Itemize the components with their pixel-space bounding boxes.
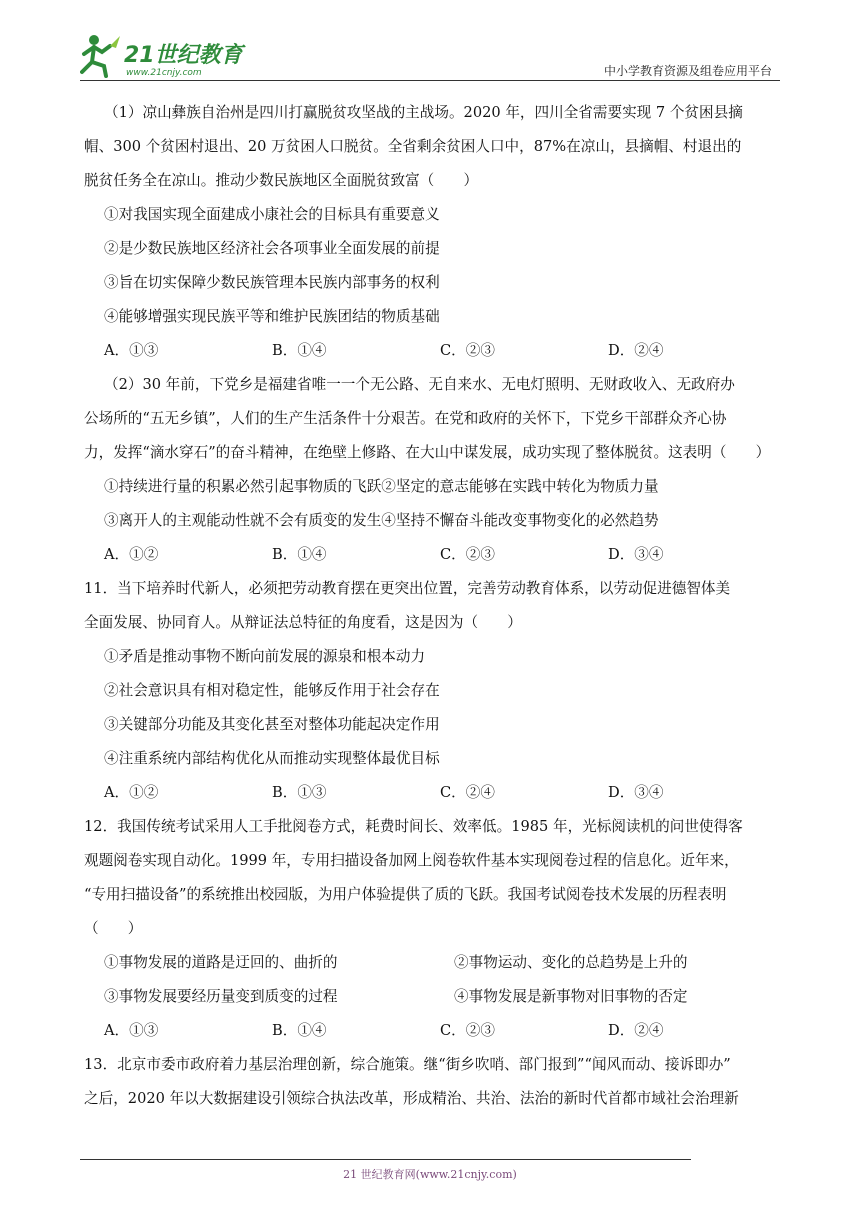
choice-a: A．①③ <box>104 342 159 359</box>
question-stem-line: 力，发挥“滴水穿石”的奋斗精神，在绝壁上修路、在大山中谋发展，成功实现了整体脱贫。这表明（ ） <box>84 444 771 461</box>
21cnjy-logo <box>80 32 260 78</box>
choice-d: D．②④ <box>608 1022 664 1039</box>
choice-c: C．②③ <box>440 1022 495 1039</box>
question-stem-line: 13．北京市委市政府着力基层治理创新，综合施策。继“街乡吹哨、部门报到”“闻风而动、接诉即办” <box>84 1056 731 1073</box>
svg-text:21世纪教育: 21世纪教育 <box>124 43 243 68</box>
answer-choices <box>84 538 778 572</box>
platform-name: 中小学教育资源及组卷应用平台 <box>603 64 772 78</box>
answer-choices <box>84 776 778 810</box>
statement-option: ③事物发展要经历量变到质变的过程 <box>104 988 338 1005</box>
question-stem-line: 12．我国传统考试采用人工手批阅卷方式，耗费时间长、效率低。1985 年，光标阅读机的问世使得客 <box>84 818 743 835</box>
question-13 <box>84 1048 778 1116</box>
statement-option-row <box>84 946 778 980</box>
document-body <box>84 96 778 1116</box>
question-stem-line: （2）30 年前，下党乡是福建省唯一一个无公路、无自来水、无电灯照明、无财政收入、无政府办 <box>104 376 735 393</box>
statement-option: ②社会意识具有相对稳定性，能够反作用于社会存在 <box>104 682 440 699</box>
footer-source: 21 世纪教育网(www.21cnjy.com) <box>343 1168 517 1181</box>
question-stem-line: 观题阅卷实现自动化。1999 年，专用扫描设备加网上阅卷软件基本实现阅卷过程的信息化。近年来， <box>84 852 739 869</box>
question-stem-line: 脱贫任务全在凉山。推动少数民族地区全面脱贫致富（ ） <box>84 172 479 189</box>
choice-c: C．②③ <box>440 342 495 359</box>
question-stem-line: 帽、300 个贫困村退出、20 万贫困人口脱贫。全省剩余贫困人口中，87%在凉山，县摘帽、村退出的 <box>84 138 742 155</box>
choice-b: B．①④ <box>272 342 327 359</box>
statement-option: ①对我国实现全面建成小康社会的目标具有重要意义 <box>104 206 440 223</box>
statement-option: ①事物发展的道路是迂回的、曲折的 <box>104 954 338 971</box>
choice-c: C．②③ <box>440 546 495 563</box>
statement-option: ②是少数民族地区经济社会各项事业全面发展的前提 <box>104 240 440 257</box>
answer-choices <box>84 1014 778 1048</box>
statement-option: ③离开人的主观能动性就不会有质变的发生④坚持不懈奋斗能改变事物变化的必然趋势 <box>104 512 659 529</box>
choice-c: C．②④ <box>440 784 495 801</box>
question-stem-line: 全面发展、协同育人。从辩证法总特征的角度看，这是因为（ ） <box>84 614 522 631</box>
statement-option: ④注重系统内部结构优化从而推动实现整体最优目标 <box>104 750 440 767</box>
choice-a: A．①② <box>104 546 159 563</box>
answer-choices <box>84 334 778 368</box>
choice-b: B．①③ <box>272 784 327 801</box>
choice-a: A．①② <box>104 784 159 801</box>
statement-option: ①矛盾是推动事物不断向前发展的源泉和根本动力 <box>104 648 426 665</box>
question-11 <box>84 572 778 810</box>
question-10-2 <box>84 368 778 572</box>
header-divider <box>80 80 780 81</box>
statement-option-row <box>84 980 778 1014</box>
question-stem-line: 11．当下培养时代新人，必须把劳动教育摆在更突出位置，完善劳动教育体系，以劳动促进德智体美 <box>84 580 731 597</box>
statement-option: ④事物发展是新事物对旧事物的否定 <box>454 988 688 1005</box>
footer-divider <box>80 1159 691 1160</box>
page-header <box>80 28 780 80</box>
statement-option: ①持续进行量的积累必然引起事物质的飞跃②坚定的意志能够在实践中转化为物质力量 <box>104 478 659 495</box>
statement-option: ③旨在切实保障少数民族管理本民族内部事务的权利 <box>104 274 440 291</box>
question-10-1 <box>84 96 778 368</box>
choice-d: D．③④ <box>608 546 664 563</box>
statement-option: ③关键部分功能及其变化甚至对整体功能起决定作用 <box>104 716 440 733</box>
statement-option: ②事物运动、变化的总趋势是上升的 <box>454 954 688 971</box>
choice-d: D．③④ <box>608 784 664 801</box>
question-stem-line: “专用扫描设备”的系统推出校园版，为用户体验提供了质的飞跃。我国考试阅卷技术发展的历程表明 <box>84 886 727 903</box>
choice-d: D．②④ <box>608 342 664 359</box>
question-stem-line: （1）凉山彝族自治州是四川打赢脱贫攻坚战的主战场。2020 年，四川全省需要实现 7 个贫困县摘 <box>104 104 743 121</box>
statement-option: ④能够增强实现民族平等和维护民族团结的物质基础 <box>104 308 440 325</box>
question-stem-line: 之后，2020 年以大数据建设引领综合执法改革，形成精治、共治、法治的新时代首都市域社会治理新 <box>84 1090 739 1107</box>
question-12 <box>84 810 778 1048</box>
choice-b: B．①④ <box>272 546 327 563</box>
choice-b: B．①④ <box>272 1022 327 1039</box>
question-stem-line: （ ） <box>84 920 143 937</box>
choice-a: A．①③ <box>104 1022 159 1039</box>
question-stem-line: 公场所的“五无乡镇”，人们的生产生活条件十分艰苦。在党和政府的关怀下，下党乡干部群众齐心协 <box>84 410 727 427</box>
svg-text:www.21cnjy.com: www.21cnjy.com <box>126 68 202 78</box>
